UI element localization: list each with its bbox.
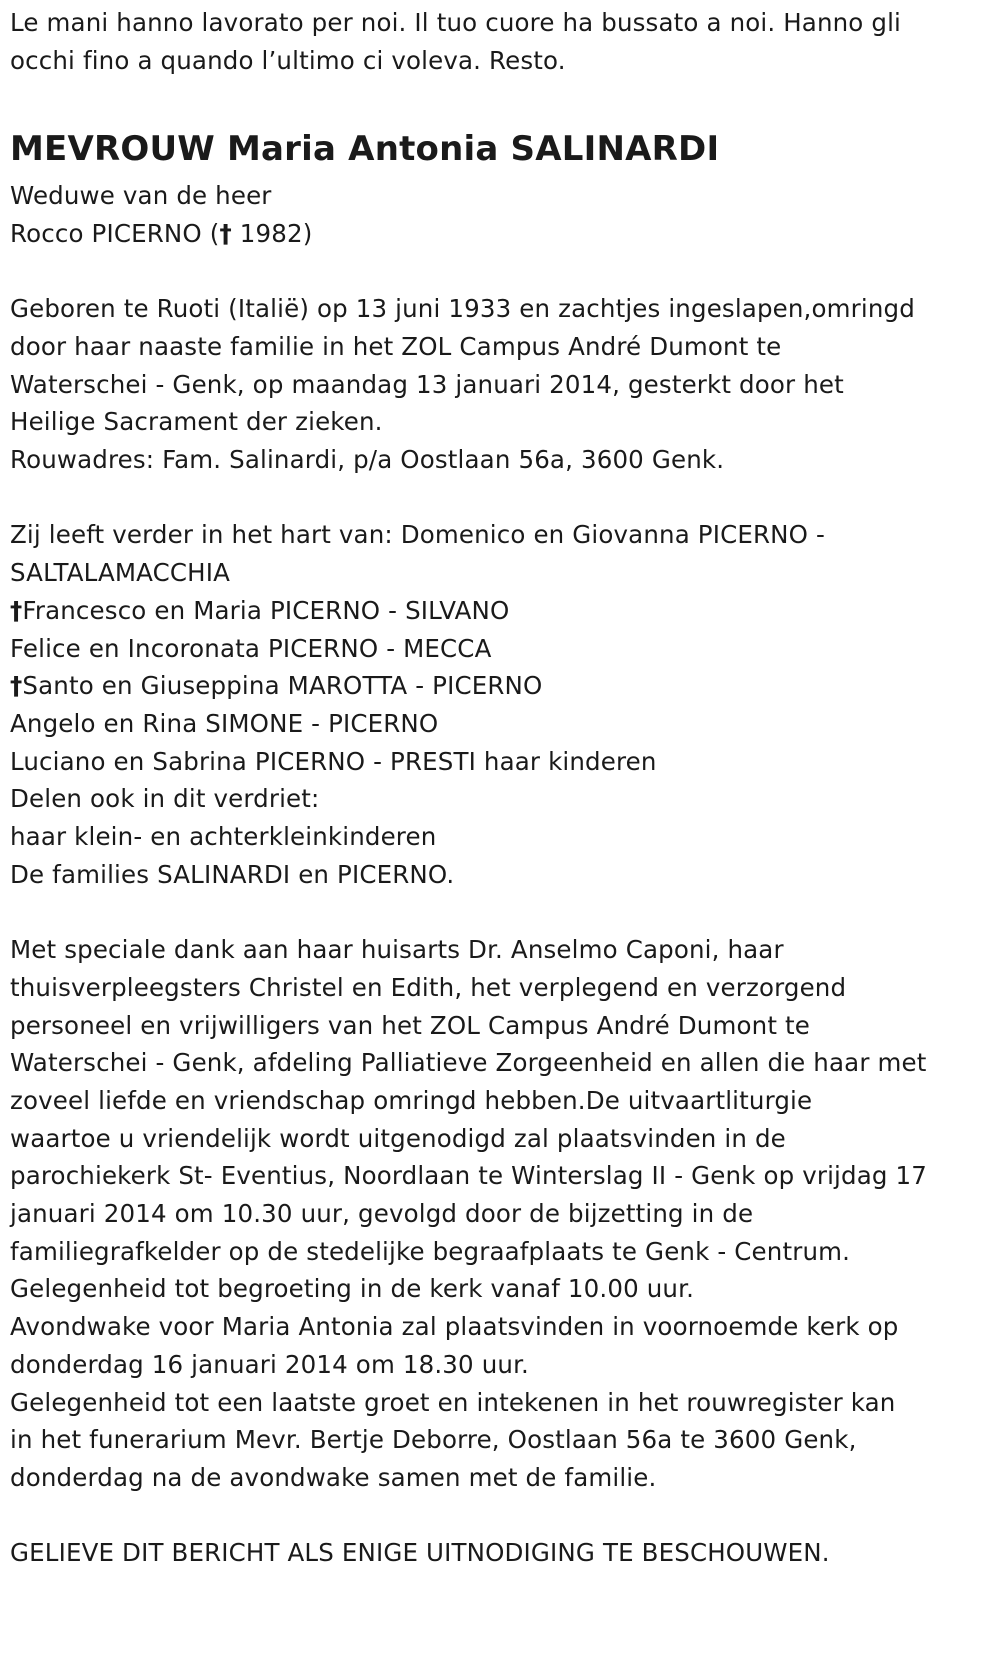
deceased-name-title: MEVROUW Maria Antonia SALINARDI — [10, 129, 720, 170]
obituary-document — [10, 4, 995, 1572]
birth-line: Geboren te Ruoti (Italië) op 13 juni 1933 en zachtjes ingeslapen,omringd — [10, 294, 915, 324]
birth-paragraph — [10, 290, 995, 479]
cross-icon: † — [219, 218, 232, 248]
vigil-line: donderdag 16 januari 2014 om 18.30 uur. — [10, 1349, 529, 1379]
spacer — [10, 1497, 995, 1535]
mourning-address: Rouwadres: Fam. Salinardi, p/a Oostlaan 56a, 3600 Genk. — [10, 445, 725, 474]
family-member-line: Angelo en Rina SIMONE - PICERNO — [10, 708, 439, 738]
birth-line: Waterschei - Genk, op maandag 13 januari 2014, gesterkt door het — [10, 369, 844, 399]
visitation-line: Gelegenheid tot begroeting in de kerk vanaf 10.00 uur. — [10, 1274, 695, 1304]
family-member-line — [10, 667, 995, 705]
vigil-line: Avondwake voor Maria Antonia zal plaatsvinden in voornoemde kerk op — [10, 1312, 899, 1342]
spacer — [10, 79, 995, 117]
spouse-death-year: 1982) — [231, 218, 313, 248]
spouse-paragraph — [10, 177, 995, 252]
spouse-line: Weduwe van de heer — [10, 181, 272, 211]
share-grief-line: Delen ook in dit verdriet: — [10, 784, 320, 814]
thanks-line: thuisverpleegsters Christel en Edith, het verplegend en verzorgend — [10, 972, 847, 1002]
thanks-line: zoveel liefde en vriendschap omringd hebben.De uitvaartliturgie — [10, 1085, 813, 1115]
cross-icon: † — [10, 671, 23, 701]
spacer — [10, 253, 995, 291]
thanks-paragraph — [10, 931, 995, 1497]
grandchildren-line: haar klein- en achterkleinkinderen — [10, 822, 437, 852]
closing-notice — [10, 1534, 995, 1572]
spouse-name-line — [10, 215, 995, 253]
family-member-name: Francesco en Maria PICERNO - SILVANO — [22, 595, 510, 625]
family-member-line — [10, 592, 995, 630]
register-line: Gelegenheid tot een laatste groet en intekenen in het rouwregister kan — [10, 1387, 896, 1417]
birth-line: Heilige Sacrament der zieken. — [10, 407, 383, 437]
family-member-line: Felice en Incoronata PICERNO - MECCA — [10, 633, 492, 663]
families-line: De families SALINARDI en PICERNO. — [10, 859, 455, 889]
intro-line: Le mani hanno lavorato per noi. Il tuo cuore ha bussato a noi. Hanno gli — [10, 8, 902, 37]
family-member-line: Luciano en Sabrina PICERNO - PRESTI haar kinderen — [10, 746, 657, 776]
intro-paragraph — [10, 4, 995, 79]
funeral-line: parochiekerk St- Eventius, Noordlaan te Winterslag II - Genk op vrijdag 17 — [10, 1161, 927, 1191]
spacer — [10, 893, 995, 931]
family-paragraph — [10, 516, 995, 893]
funeral-line: januari 2014 om 10.30 uur, gevolgd door de bijzetting in de — [10, 1199, 754, 1229]
closing-line: GELIEVE DIT BERICHT ALS ENIGE UITNODIGING TE BESCHOUWEN. — [10, 1538, 830, 1568]
spacer — [10, 479, 995, 517]
funeral-line: waartoe u vriendelijk wordt uitgenodigd zal plaatsvinden in de — [10, 1123, 786, 1153]
birth-line: door haar naaste familie in het ZOL Campus André Dumont te — [10, 331, 782, 361]
family-member-name: Santo en Giuseppina MAROTTA - PICERNO — [22, 671, 543, 701]
family-intro-continued: SALTALAMACCHIA — [10, 558, 231, 588]
funeral-line: familiegrafkelder op de stedelijke begraafplaats te Genk - Centrum. — [10, 1236, 851, 1266]
register-line: in het funerarium Mevr. Bertje Deborre, Oostlaan 56a te 3600 Genk, — [10, 1425, 857, 1455]
cross-icon: † — [10, 595, 23, 625]
spouse-name: Rocco PICERNO ( — [10, 218, 220, 248]
thanks-line: Met speciale dank aan haar huisarts Dr. Anselmo Caponi, haar — [10, 935, 784, 965]
register-line: donderdag na de avondwake samen met de familie. — [10, 1462, 657, 1492]
intro-line: occhi fino a quando l’ultimo ci voleva. Resto. — [10, 45, 566, 75]
family-intro: Zij leeft verder in het hart van: Domenico en Giovanna PICERNO - — [10, 520, 826, 550]
thanks-line: personeel en vrijwilligers van het ZOL Campus André Dumont te — [10, 1010, 810, 1040]
thanks-line: Waterschei - Genk, afdeling Palliatieve Zorgeenheid en allen die haar met — [10, 1048, 927, 1078]
